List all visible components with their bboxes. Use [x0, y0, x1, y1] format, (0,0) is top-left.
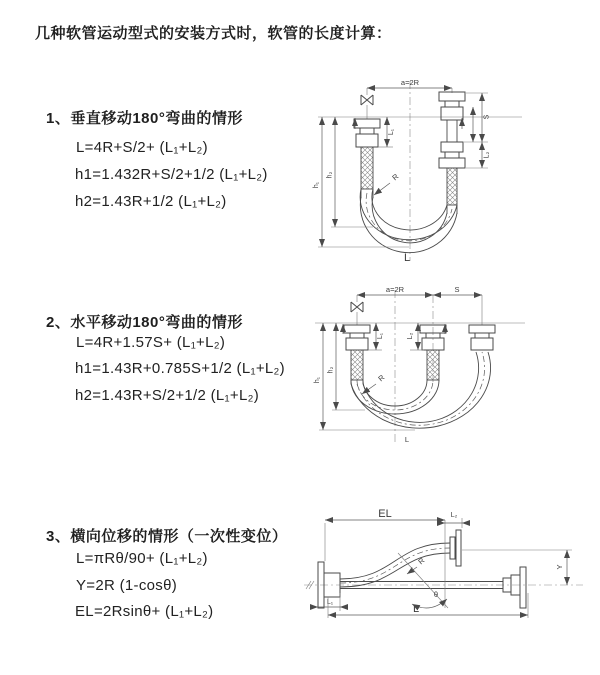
section-1-formula-L: L=4R+S/2+ (L₁+L₂)	[76, 139, 208, 156]
dim-label-y: Y	[555, 564, 564, 570]
diagram-1-vertical-180-bend	[310, 75, 555, 267]
dim-l1	[378, 117, 395, 147]
dim-label-el: EL	[378, 508, 392, 520]
flange-right	[503, 567, 526, 608]
dim-label-h1: h₁	[313, 181, 320, 189]
dim-a2r	[357, 285, 433, 295]
dim-label-a2r: a=2R	[400, 78, 420, 87]
dim-label-l2: L₂	[450, 512, 458, 519]
page-title: 几种软管运动型式的安装方式时，软管的长度计算：	[35, 25, 392, 42]
dim-label-l2: L₂	[407, 332, 414, 340]
dim-l1	[310, 593, 348, 611]
flange-middle-start-position	[420, 325, 446, 380]
dim-label-l1: L₁	[388, 128, 395, 136]
hose-displaced-position	[340, 543, 450, 587]
dim-label-h1: h₁	[314, 376, 321, 384]
dim-y	[462, 550, 572, 585]
radius-leader	[374, 172, 401, 195]
dim-label-a2r: a=2R	[385, 285, 405, 294]
valve-icon	[351, 295, 363, 325]
section-1-formula-h1: h1=1.432R+S/2+1/2 (L₁+L₂)	[75, 166, 268, 183]
braided-hose-section	[351, 350, 363, 380]
dim-label-r: R	[390, 171, 401, 183]
radius-leader	[407, 556, 427, 574]
hose-u-bend	[351, 352, 491, 428]
valve-icon	[361, 88, 373, 119]
dim-label-theta: θ	[433, 590, 439, 599]
hose-u-bend	[360, 189, 457, 253]
dim-label-l1: L₁	[326, 599, 334, 606]
flange-right-lower-position	[439, 142, 465, 205]
flange-left	[354, 119, 380, 189]
dim-l2	[482, 142, 491, 168]
dim-label-l: L	[412, 603, 420, 615]
dim-a2r	[367, 78, 452, 93]
dim-label-l1: L₁	[377, 332, 384, 340]
dim-label-l: L	[404, 435, 410, 444]
dim-label-r: R	[376, 372, 387, 384]
dim-label-h2: h₂	[326, 171, 334, 179]
diagram-2-horizontal-180-bend	[310, 282, 560, 450]
section-1-formula-h2: h2=1.43R+1/2 (L₁+L₂)	[75, 193, 227, 210]
dim-label-h2: h₂	[327, 366, 335, 374]
braided-hose-section	[361, 147, 373, 189]
flange-right-upper-position	[439, 92, 465, 120]
braided-hose-section	[447, 168, 457, 205]
dim-label-s: S	[454, 285, 460, 294]
diagram-3-lateral-displacement	[298, 505, 598, 627]
section-1-heading: 1、垂直移动180°弯曲的情形	[46, 110, 243, 127]
flange-right-moved-position	[469, 325, 495, 350]
braided-hose-section	[427, 350, 439, 380]
section-3-heading: 3、横向位移的情形（一次性变位）	[46, 528, 288, 545]
dim-label-l: L	[403, 252, 411, 264]
section-2-heading: 2、水平移动180°弯曲的情形	[46, 314, 243, 331]
dim-label-s: S	[483, 114, 491, 120]
dim-s	[433, 285, 482, 325]
dim-label-r: R	[416, 555, 427, 567]
dim-l2	[407, 323, 424, 350]
flange-upper-right	[450, 530, 461, 566]
section-2-formula-L: L=4R+1.57S+ (L₁+L₂)	[76, 334, 226, 351]
section-2-formula-h1: h1=1.43R+0.785S+1/2 (L₁+L₂)	[75, 360, 285, 377]
dim-el	[325, 508, 445, 608]
section-3-formula-Y: Y=2R (1-cosθ)	[76, 577, 178, 594]
dim-label-l2: L₂	[483, 151, 491, 159]
section-3-formula-EL: EL=2Rsinθ+ (L₁+L₂)	[75, 603, 214, 620]
flange-left	[344, 325, 370, 380]
dim-l	[328, 593, 528, 618]
section-2-formula-h2: h2=1.43R+S/2+1/2 (L₁+L₂)	[75, 387, 260, 404]
section-3-formula-L: L=πRθ/90+ (L₁+L₂)	[76, 550, 208, 567]
